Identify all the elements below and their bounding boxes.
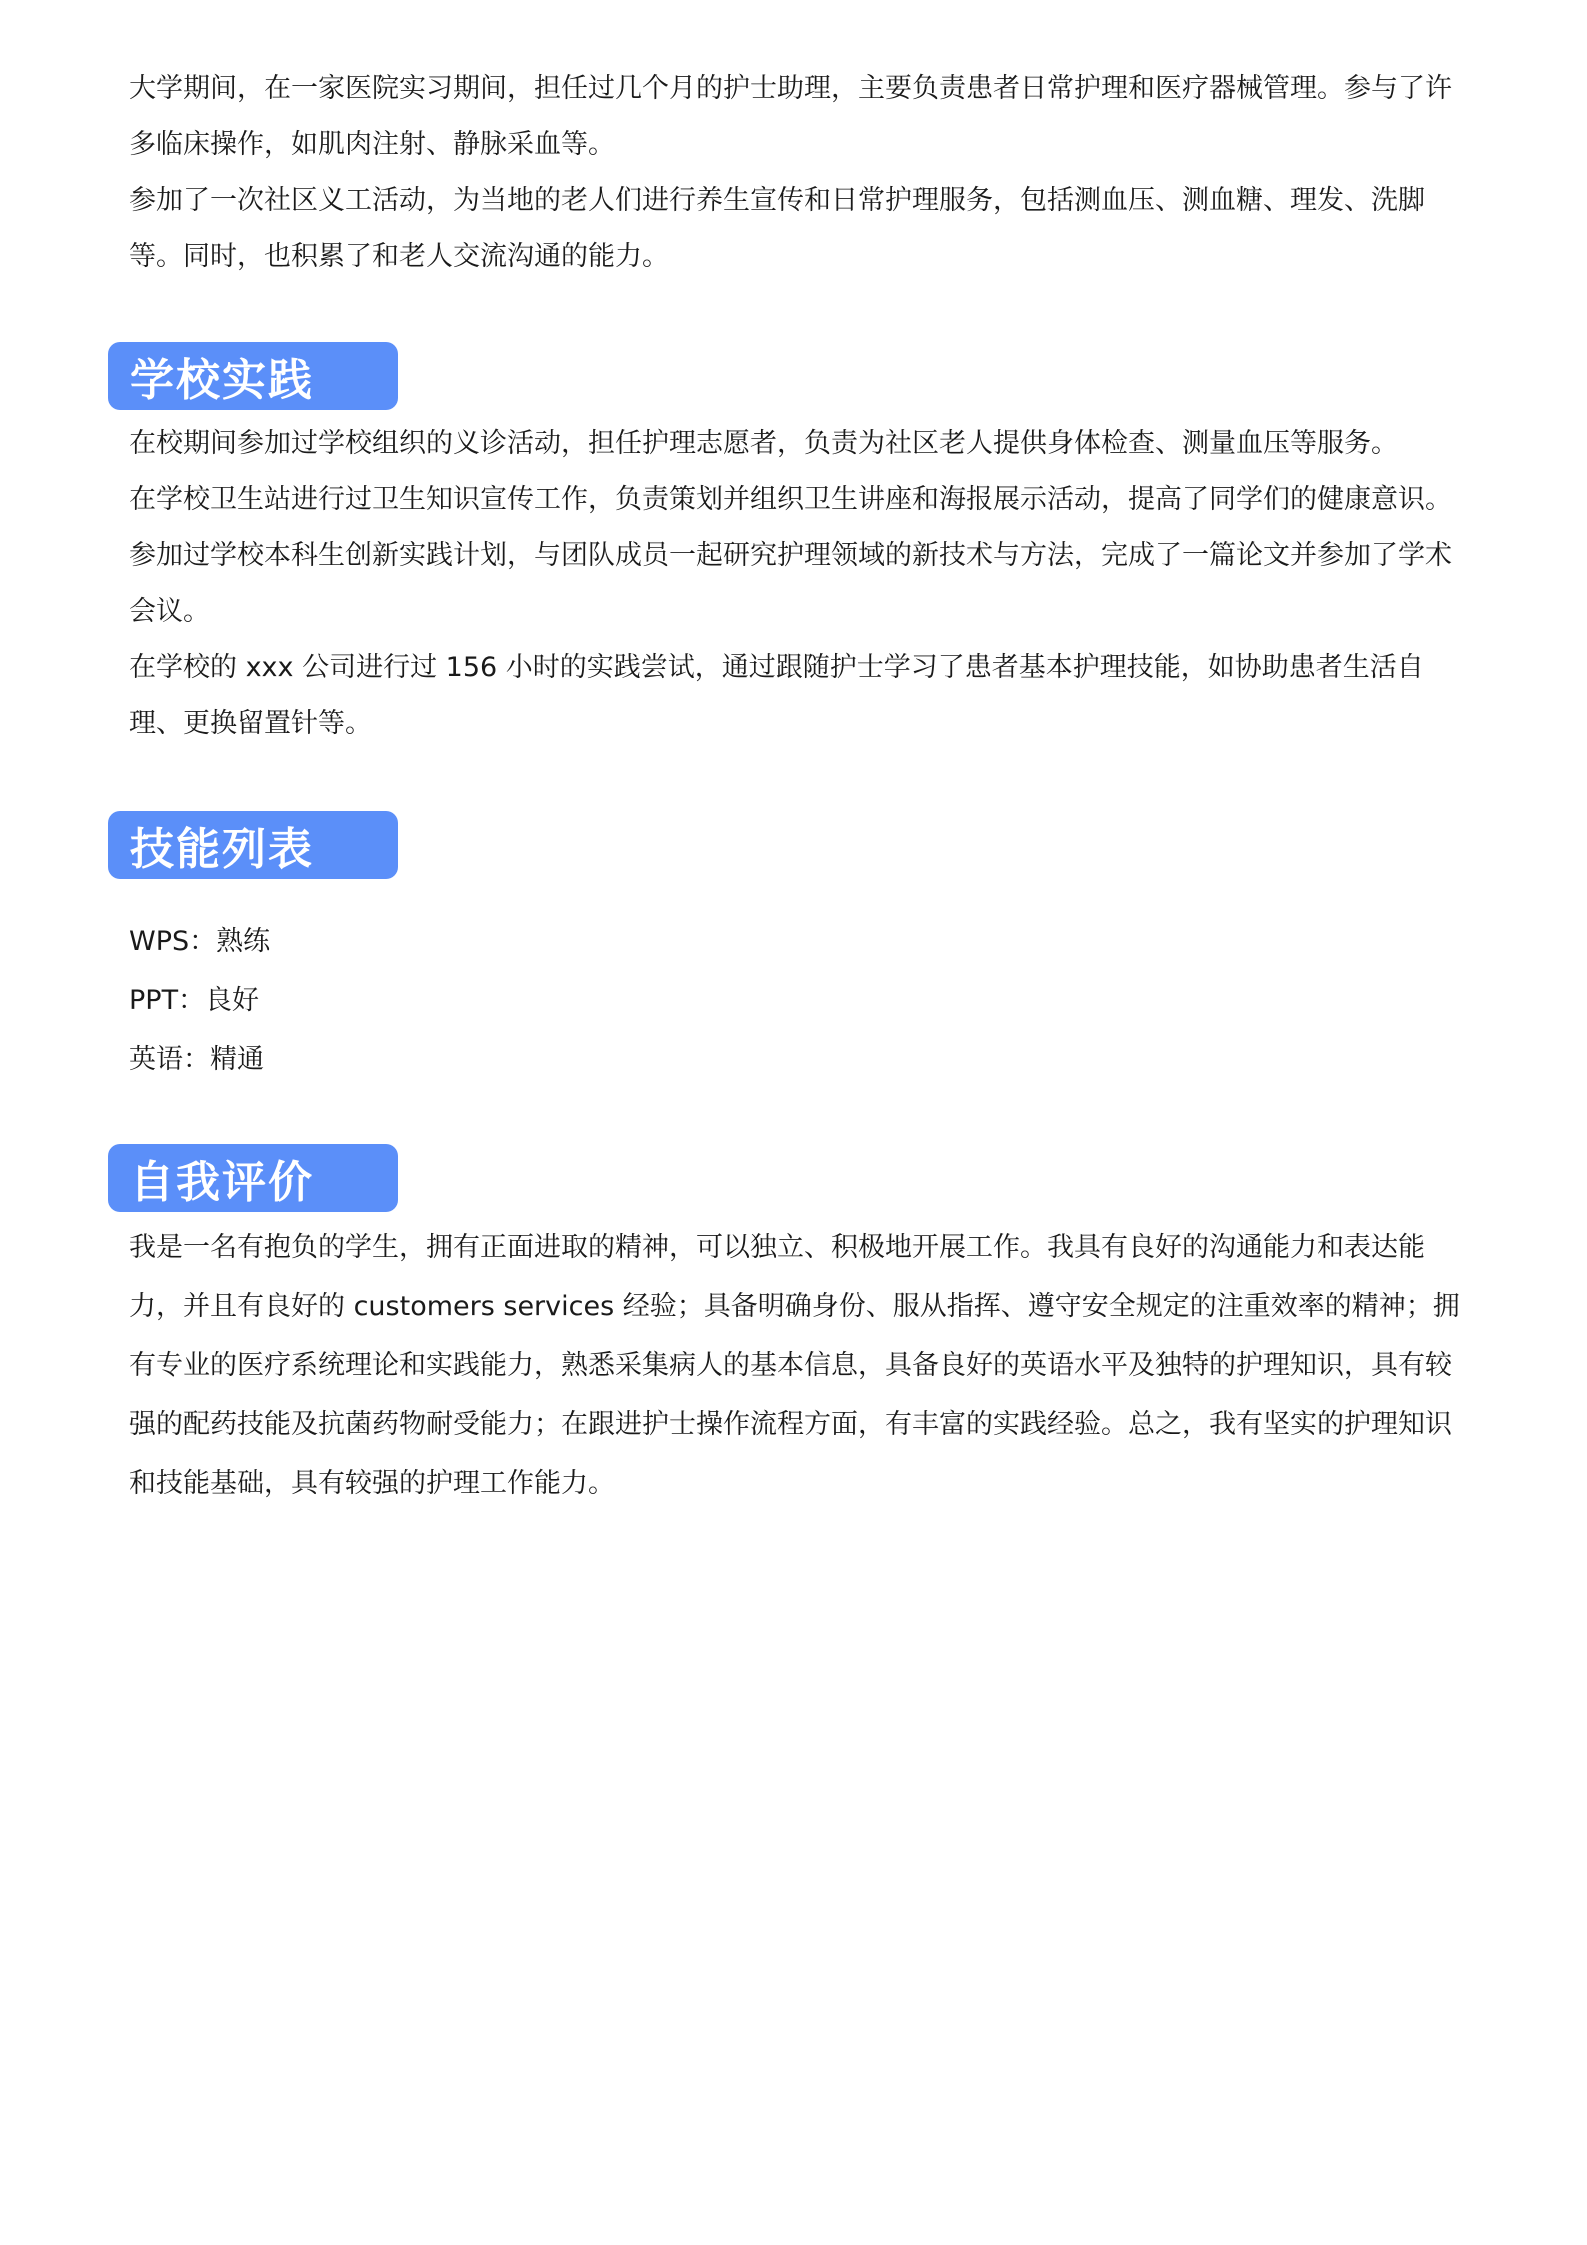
internship-paragraph-2: 参加了一次社区义工活动，为当地的老人们进行养生宣传和日常护理服务，包括测血压、测血糖、理发、洗脚等。同时，也积累了和老人交流沟通的能力。 <box>129 185 1425 272</box>
self-evaluation-header <box>108 1144 398 1212</box>
internship-section <box>129 61 1474 285</box>
skill-item-ppt: PPT：良好 <box>129 985 260 1016</box>
self-evaluation-text: 我是一名有抱负的学生，拥有正面进取的精神，可以独立、积极地开展工作。我具有良好的沟通能力和表达能力，并且有良好的 customers services 经验；具备明确身份、服从指挥、遵守安全规定的注重效率的精神；拥有专业的医疗系统理论和实践能力，熟悉采集病人的基本信息，具备良好的英语水平及独特的护理知识，具有较强的配药技能及抗菌药物耐受能力；在跟进护士操作流程方面，有丰富的实践经验。总之，我有坚实的护理知识和技能基础，具有较强的护理工作能力。 <box>129 1232 1460 1499</box>
school-practice-paragraph-3: 参加过学校本科生创新实践计划，与团队成员一起研究护理领域的新技术与方法，完成了一篇论文并参加了学术会议。 <box>129 540 1452 627</box>
self-evaluation-title: 自我评价 <box>130 1157 314 1208</box>
skills-title: 技能列表 <box>130 824 314 875</box>
skills-list <box>129 912 929 1089</box>
school-practice-title: 学校实践 <box>130 355 314 406</box>
school-practice-paragraph-4: 在学校的 xxx 公司进行过 156 小时的实践尝试，通过跟随护士学习了患者基本护理技能，如协助患者生活自理、更换留置针等。 <box>129 652 1424 739</box>
self-evaluation-section <box>129 1218 1474 1513</box>
skill-item-english: 英语：精通 <box>129 1044 264 1075</box>
skills-header <box>108 811 398 879</box>
school-practice-section <box>129 416 1474 752</box>
school-practice-header <box>108 342 398 410</box>
school-practice-paragraph-1: 在校期间参加过学校组织的义诊活动，担任护理志愿者，负责为社区老人提供身体检查、测量血压等服务。 <box>129 428 1398 459</box>
skill-item-wps: WPS：熟练 <box>129 926 271 957</box>
internship-paragraph-1: 大学期间，在一家医院实习期间，担任过几个月的护士助理，主要负责患者日常护理和医疗器械管理。参与了许多临床操作，如肌肉注射、静脉采血等。 <box>129 73 1452 160</box>
school-practice-paragraph-2: 在学校卫生站进行过卫生知识宣传工作，负责策划并组织卫生讲座和海报展示活动，提高了同学们的健康意识。 <box>129 484 1452 515</box>
